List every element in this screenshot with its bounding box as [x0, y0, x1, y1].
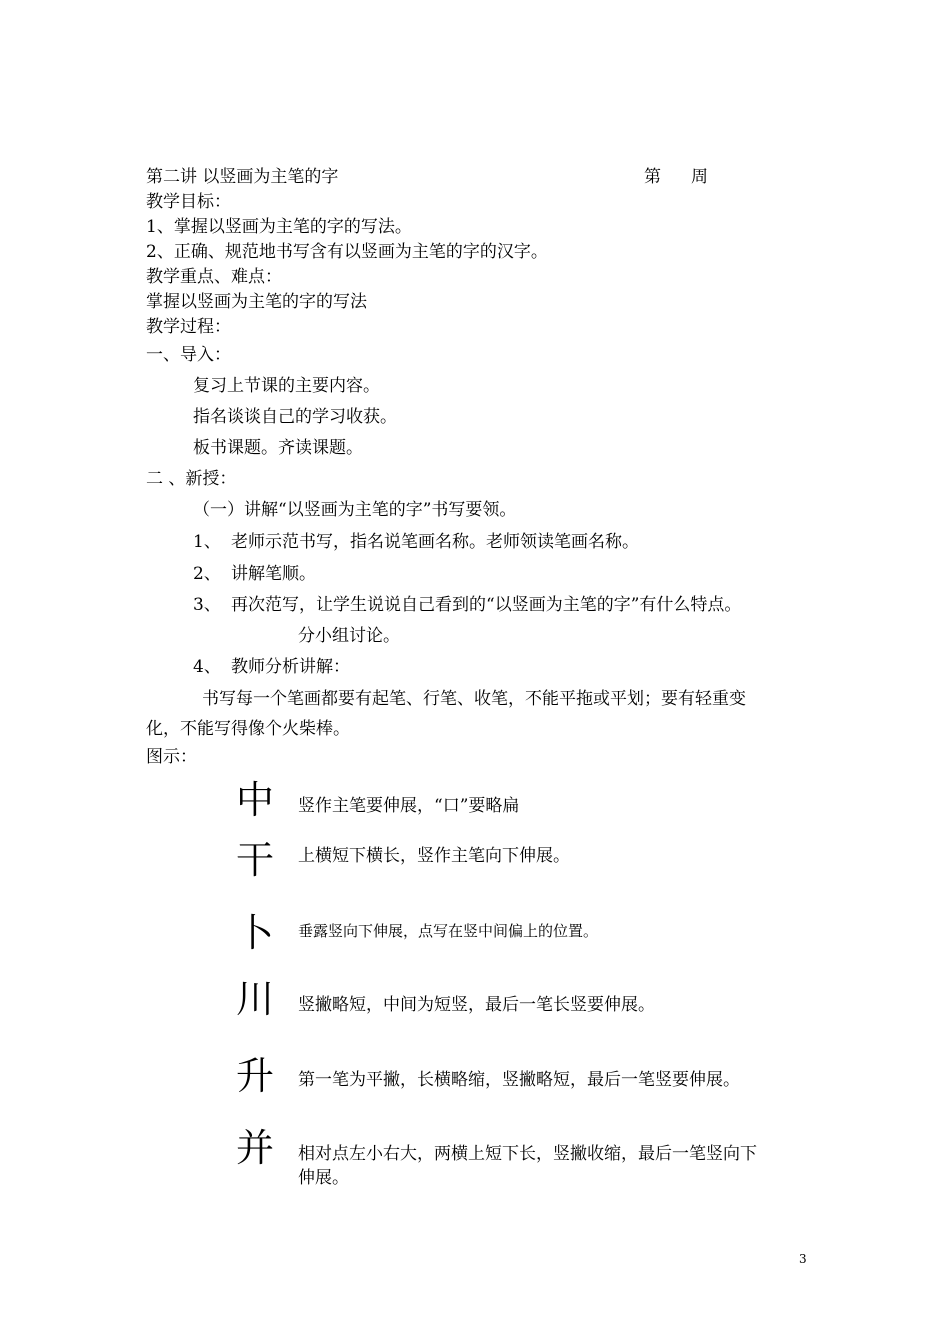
key-points-text: 掌握以竖画为主笔的字的写法: [146, 292, 367, 312]
process-heading: 教学过程：: [146, 317, 231, 337]
example-description: 上横短下横长，竖作主笔向下伸展。: [298, 846, 570, 866]
objective-item: 1、掌握以竖画为主笔的字的写法。: [146, 217, 412, 237]
example-character: 中: [236, 778, 275, 822]
example-character: 并: [236, 1126, 275, 1170]
figure-label: 图示：: [146, 747, 197, 767]
objectives-heading: 教学目标：: [146, 192, 231, 212]
example-character: 川: [236, 977, 275, 1021]
intro-item: 复习上节课的主要内容。: [193, 376, 380, 396]
week-label: 第: [644, 167, 661, 187]
objective-item: 2、正确、规范地书写含有以竖画为主笔的字的汉字。: [146, 242, 548, 262]
intro-heading: 一、导入：: [146, 345, 231, 365]
intro-item: 指名谈谈自己的学习收获。: [193, 407, 397, 427]
step-number: 3、: [193, 595, 221, 615]
lesson-title: 第二讲 以竖画为主笔的字: [146, 167, 339, 187]
example-description: 竖作主笔要伸展，“口”要略扁: [298, 796, 520, 816]
step-text: 再次范写，让学生说说自己看到的“以竖画为主笔的字”有什么特点。: [231, 595, 742, 615]
step-number: 2、: [193, 564, 221, 584]
key-points-heading: 教学重点、难点：: [146, 267, 282, 287]
example-description-continuation: 伸展。: [298, 1168, 349, 1188]
new-lesson-subheading: （一）讲解“以竖画为主笔的字”书写要领。: [193, 500, 517, 520]
step-text: 讲解笔顺。: [231, 564, 316, 584]
step-number: 4、: [193, 657, 221, 677]
step-number: 1、: [193, 532, 221, 552]
example-character: 升: [236, 1054, 275, 1098]
example-character: 干: [236, 838, 275, 882]
step-continuation: 分小组讨论。: [298, 626, 400, 646]
step-text: 教师分析讲解：: [231, 657, 350, 677]
new-lesson-heading: 二 、新授：: [146, 469, 237, 489]
example-description: 第一笔为平撇，长横略缩，竖撇略短，最后一笔竖要伸展。: [298, 1070, 740, 1090]
intro-item: 板书课题。齐读课题。: [193, 438, 363, 458]
paragraph-line: 化，不能写得像个火柴棒。: [146, 719, 350, 739]
example-description: 相对点左小右大，两横上短下长，竖撇收缩，最后一笔竖向下: [298, 1144, 757, 1164]
page-number: 3: [799, 1252, 807, 1266]
example-description: 垂露竖向下伸展，点写在竖中间偏上的位置。: [298, 922, 599, 940]
step-text: 老师示范书写，指名说笔画名称。老师领读笔画名称。: [231, 532, 639, 552]
week-suffix: 周: [691, 167, 708, 187]
example-character: 卜: [236, 911, 275, 955]
example-description: 竖撇略短，中间为短竖，最后一笔长竖要伸展。: [298, 995, 655, 1015]
paragraph-line: 书写每一个笔画都要有起笔、行笔、收笔，不能平拖或平划；要有轻重变: [202, 689, 746, 709]
